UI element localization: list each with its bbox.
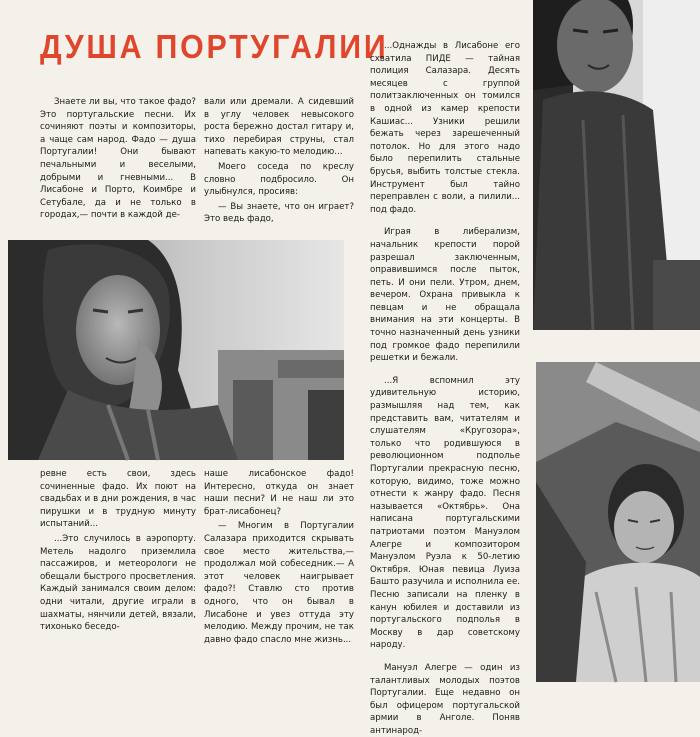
paragraph: ...Это случилось в аэропорту. Метель надолго приземлила пассажиров, и метеорологи не обещали быстрого просветления. Каждый занимался своим делом: одни читали, другие играли в шахматы, нянчили детей, вязали, тихонько беседо-: [40, 533, 196, 633]
paragraph: ...Я вспомнил эту удивительную историю, размышляя над тем, как представить вам, читателям и слушателям «Кругозора», только что родившуюся в революционном подполье Португалии прекрасную песню, которую, видимо, тоже можно отнести к жанру фадо. Песня называется «Октябрь». Она написана португальскими патриотами поэтом Мануэлом Алегре и композитором Мануэлом Руэла к 50-летию Октября. Юная певица Луиза Башто разучила и исполнила ее. Песню записали на пленку в канун юбилея и доставили из португальского подполья в Москву в дар советскому народу.: [370, 375, 520, 651]
column-1-top: [40, 96, 196, 224]
paragraph: Моего соседа по креслу словно подбросило. Он улыбнулся, просияв:: [204, 161, 354, 198]
paragraph: Мануэл Алегре — один из талантливых молодых поэтов Португалии. Еще недавно он был офицером португальской армии в Анголе. Поняв антинарод-: [370, 662, 520, 736]
paragraph: ревне есть свои, здесь сочиненные фадо. Их поют на свадьбах и в дни рождения, в час пирушки и в трудную минуту испытаний...: [40, 469, 196, 530]
paragraph: — Многим в Португалии Салазара приходится скрывать свое место жительства,— продолжал мой собеседник.— А этот человек наигрывает фадо?! Ставлю сто против одного, что он бывал в Лисабоне и увез оттуда эту мелодию. Между прочим, не так давно фадо спасло мне жизнь...: [204, 521, 354, 645]
paragraph: наше лисабонское фадо! Интересно, откуда он знает наши песни? И не наш ли это брат-лисабонец?: [204, 469, 354, 517]
column-1-bottom: [40, 468, 196, 678]
column-2-top: [204, 96, 354, 224]
paragraph: Играя в либерализм, начальник крепости порой разрешал заключенным, оправившимся после пыток, петь. И они пели. Утром, днем, вечером. Охрана привыкла к певцам и не обращала внимания на эти концерты. В точно назначенный день узники под громкое фадо перепилили решетки и бежали.: [370, 227, 520, 364]
article-title: ДУША ПОРТУГАЛИИ: [40, 28, 389, 65]
column-3: [370, 40, 520, 736]
paragraph: Знаете ли вы, что такое фадо? Это португальские песни. Их сочиняют поэты и композиторы, а чаще сам народ. Фадо — душа Португалии! Они бывают печальными и веселыми, добрыми и гневными... В Лисабоне и Порто, Коимбре и Сетубале, да и не только в городах,— почти в каждой де-: [40, 97, 196, 221]
column-2-bottom: [204, 468, 354, 678]
paragraph: ...Однажды в Лисабоне его схватила ПИДЕ — тайная полиция Салазара. Десять месяцев с группой политзаключенных он томился в одной из камер крепости Кашиас... Узники решили бежать через зарешеченный потолок. Но для этого надо было перепилить стальные брусья, выбить толстые стекла. Инструмент был тайно переправлен с воли, а пилили... под фадо.: [370, 41, 520, 215]
paragraph: вали или дремали. А сидевший в углу человек невысокого роста бережно достал гитару и, тихо перебирая струны, стал напевать какую-то мелодию...: [204, 97, 354, 158]
photo-old-woman: [8, 240, 344, 460]
photo-young-man: [533, 0, 700, 330]
photo-child: [536, 362, 700, 682]
paragraph: — Вы знаете, что он играет? Это ведь фадо,: [204, 201, 354, 225]
